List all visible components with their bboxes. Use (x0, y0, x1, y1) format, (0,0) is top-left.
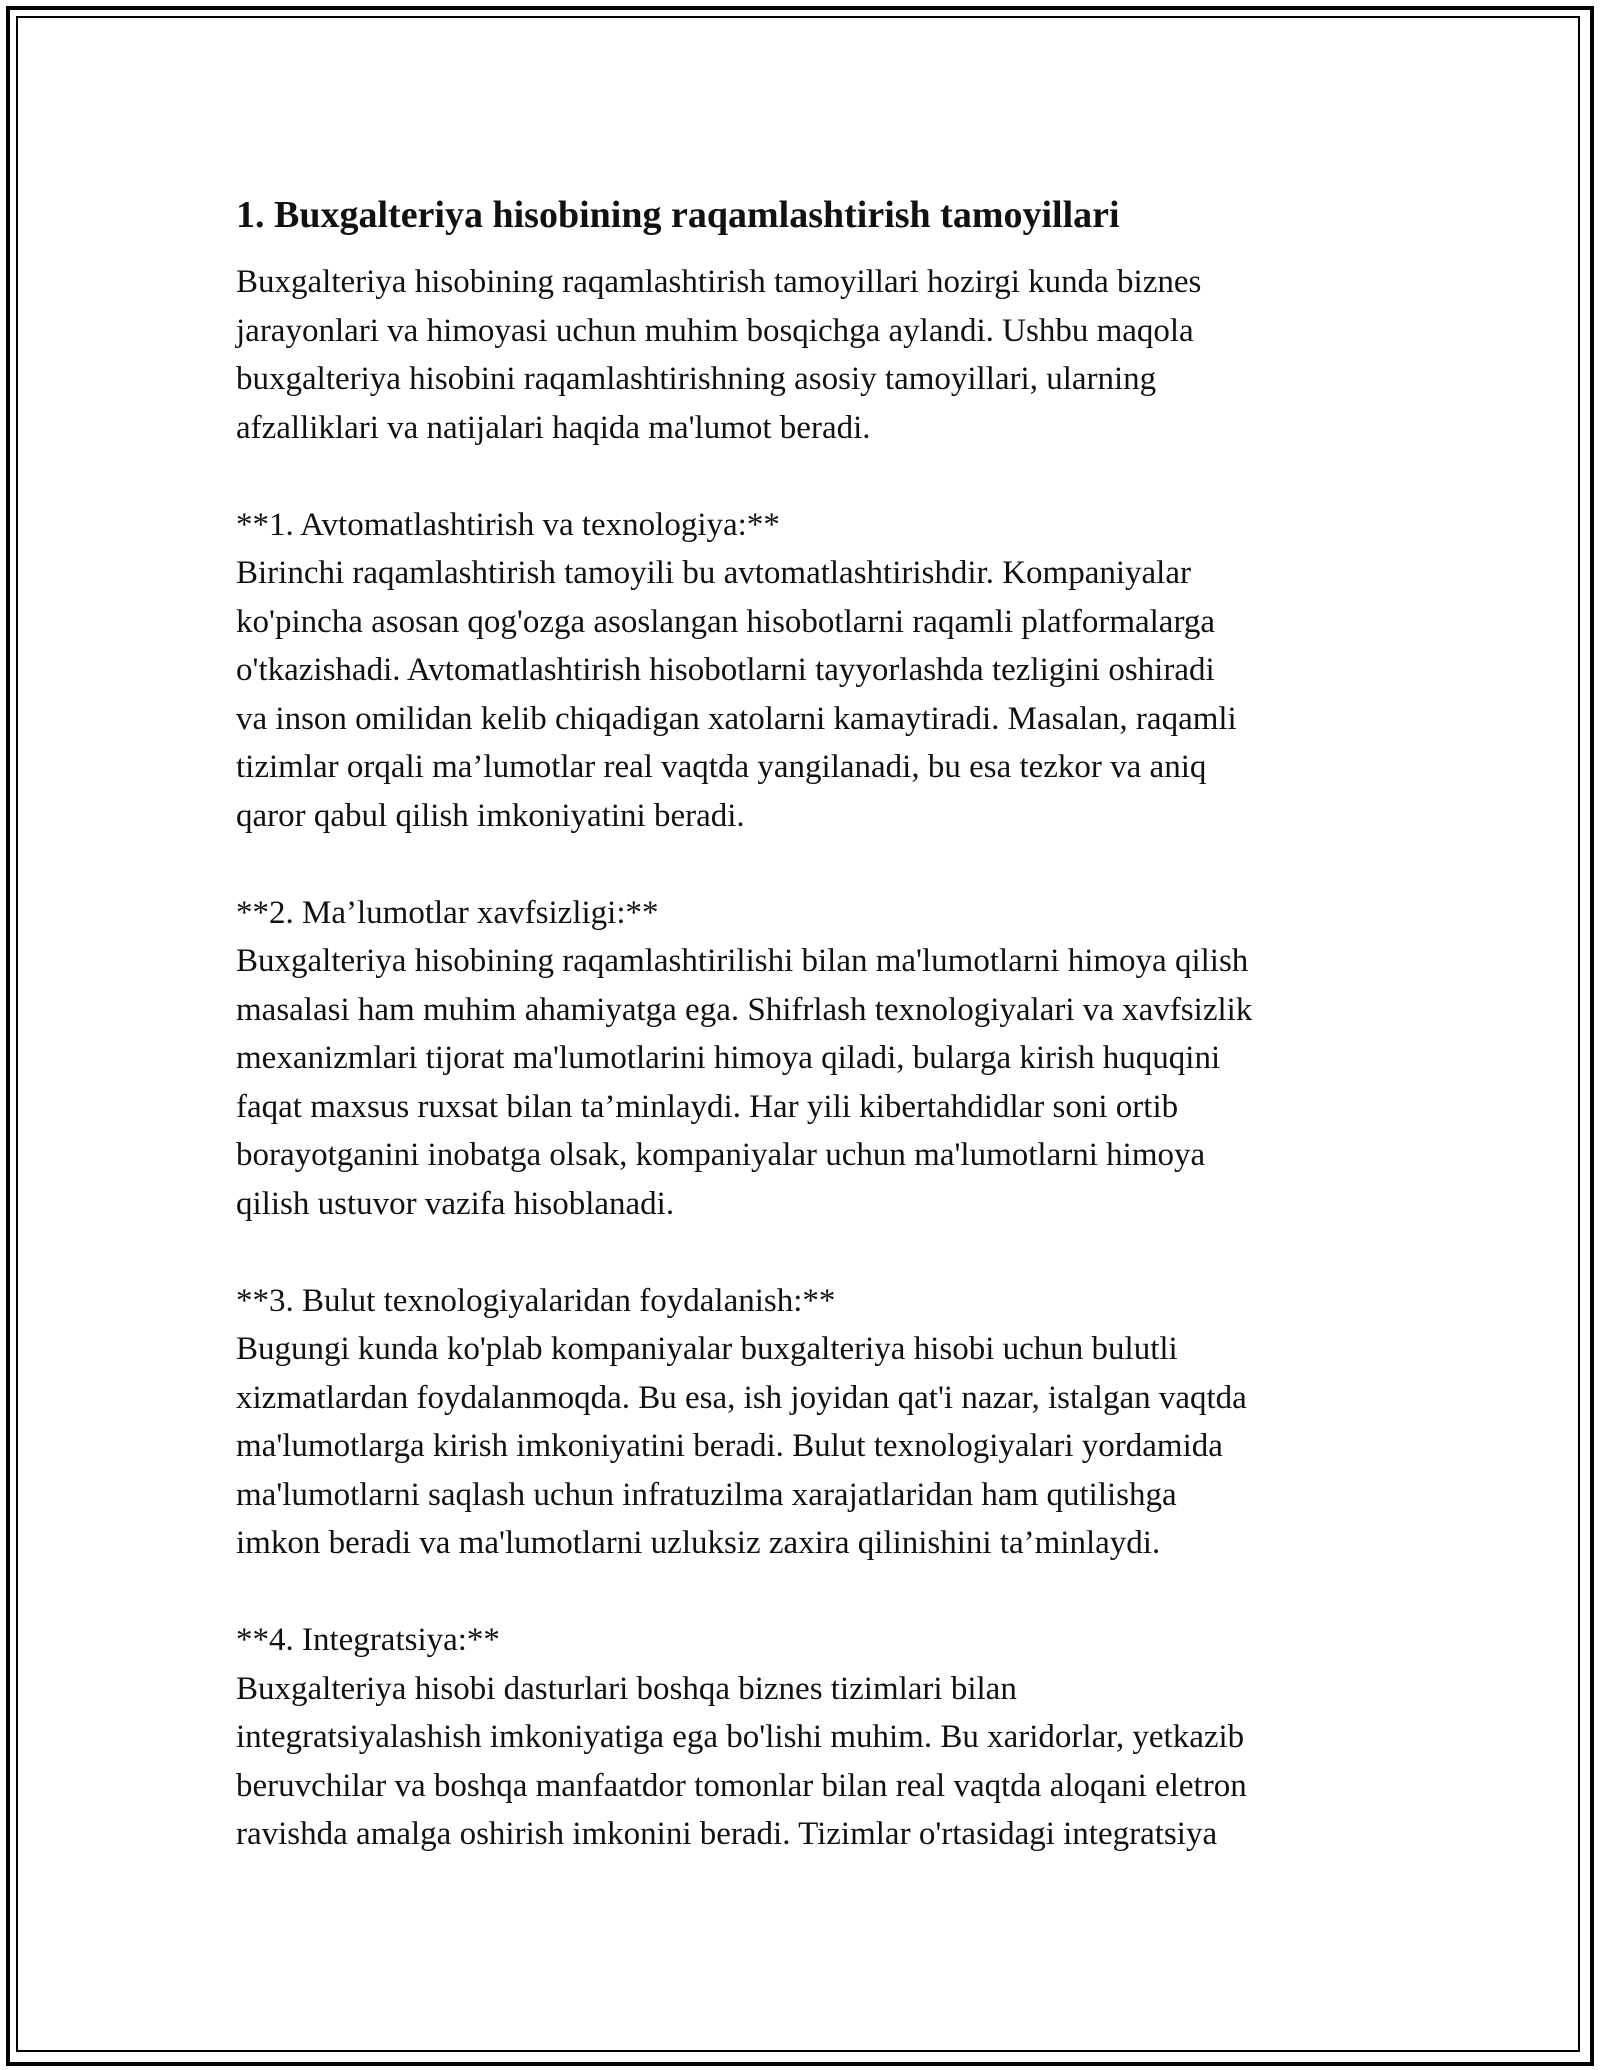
section-heading: **2. Ma’lumotlar xavfsizligi:** (236, 894, 659, 931)
body-line: Bugungi kunda ko'plab kompaniyalar buxgalteriya hisobi uchun bulutli (236, 1331, 1178, 1367)
section-heading: **4. Integratsiya:** (236, 1622, 500, 1658)
section-data-security (236, 889, 1386, 1229)
section-automation (236, 501, 1386, 841)
body-line: mexanizmlari tijorat ma'lumotlarini himoya qiladi, bularga kirish huquqini (236, 1040, 1221, 1076)
body-line: borayotganini inobatga olsak, kompaniyalar uchun ma'lumotlarni himoya (236, 1137, 1206, 1173)
section-cloud (236, 1277, 1386, 1568)
intro-line: afzalliklari va natijalari haqida ma'lumot beradi. (236, 409, 871, 446)
section-body (236, 1325, 1386, 1568)
body-line: Buxgalteriya hisobi dasturlari boshqa biznes tizimlari bilan (236, 1670, 1017, 1707)
body-line: faqat maxsus ruxsat bilan ta’minlaydi. Har yili kibertahdidlar soni ortib (236, 1088, 1179, 1125)
section-integration (236, 1616, 1386, 1859)
body-line: xizmatlardan foydalanmoqda. Bu esa, ish joyidan qat'i nazar, istalgan vaqtda (236, 1379, 1247, 1416)
body-line: o'tkazishadi. Avtomatlashtirish hisobotlarni tayyorlashda tezligini oshiradi (236, 652, 1215, 688)
body-line: ravishda amalga oshirish imkonini beradi. Tizimlar o'rtasidagi integratsiya (236, 1816, 1218, 1852)
section-body (236, 549, 1386, 840)
section-body (236, 1665, 1386, 1859)
body-line: va inson omilidan kelib chiqadigan xatolarni kamaytiradi. Masalan, raqamli (236, 700, 1237, 737)
section-body (236, 937, 1386, 1228)
body-line: qilish ustuvor vazifa hisoblanadi. (236, 1185, 675, 1222)
body-line: Buxgalteriya hisobining raqamlashtirilishi bilan ma'lumotlarni himoya qilish (236, 943, 1249, 979)
document-page (236, 186, 1386, 1859)
intro-line: jarayonlari va himoyasi uchun muhim bosqichga aylandi. Ushbu maqola (236, 312, 1194, 349)
body-line: masalasi ham muhim ahamiyatga ega. Shifrlash texnologiyalari va xavfsizlik (236, 991, 1253, 1028)
body-line: integratsiyalashish imkoniyatiga ega bo'lishi muhim. Bu xaridorlar, yetkazib (236, 1719, 1245, 1755)
body-line: ma'lumotlarni saqlash uchun infratuzilma xarajatlaridan ham qutilishga (236, 1476, 1177, 1513)
body-line: imkon beradi va ma'lumotlarni uzluksiz zaxira qilinishini ta’minlaydi. (236, 1525, 1161, 1561)
section-heading: **1. Avtomatlashtirish va texnologiya:** (236, 506, 780, 543)
intro-line: buxgalteriya hisobini raqamlashtirishning asosiy tamoyillari, ularning (236, 361, 1157, 397)
intro-paragraph (236, 258, 1386, 452)
body-line: beruvchilar va boshqa manfaatdor tomonlar bilan real vaqtda aloqani eletron (236, 1767, 1247, 1804)
body-line: Birinchi raqamlashtirish tamoyili bu avtomatlashtirishdir. Kompaniyalar (236, 555, 1191, 591)
body-line: ma'lumotlarga kirish imkoniyatini beradi. Bulut texnologiyalari yordamida (236, 1428, 1223, 1464)
intro-line: Buxgalteriya hisobining raqamlashtirish tamoyillari hozirgi kunda biznes (236, 264, 1202, 300)
body-line: ko'pincha asosan qog'ozga asoslangan hisobotlarni raqamli platformalarga (236, 603, 1215, 640)
body-line: qaror qabul qilish imkoniyatini beradi. (236, 797, 745, 834)
body-line: tizimlar orqali ma’lumotlar real vaqtda yangilanadi, bu esa tezkor va aniq (236, 749, 1207, 785)
document-title: 1. Buxgalteriya hisobining raqamlashtirish tamoyillari (236, 194, 1120, 236)
section-heading: **3. Bulut texnologiyalaridan foydalanish:** (236, 1282, 836, 1319)
